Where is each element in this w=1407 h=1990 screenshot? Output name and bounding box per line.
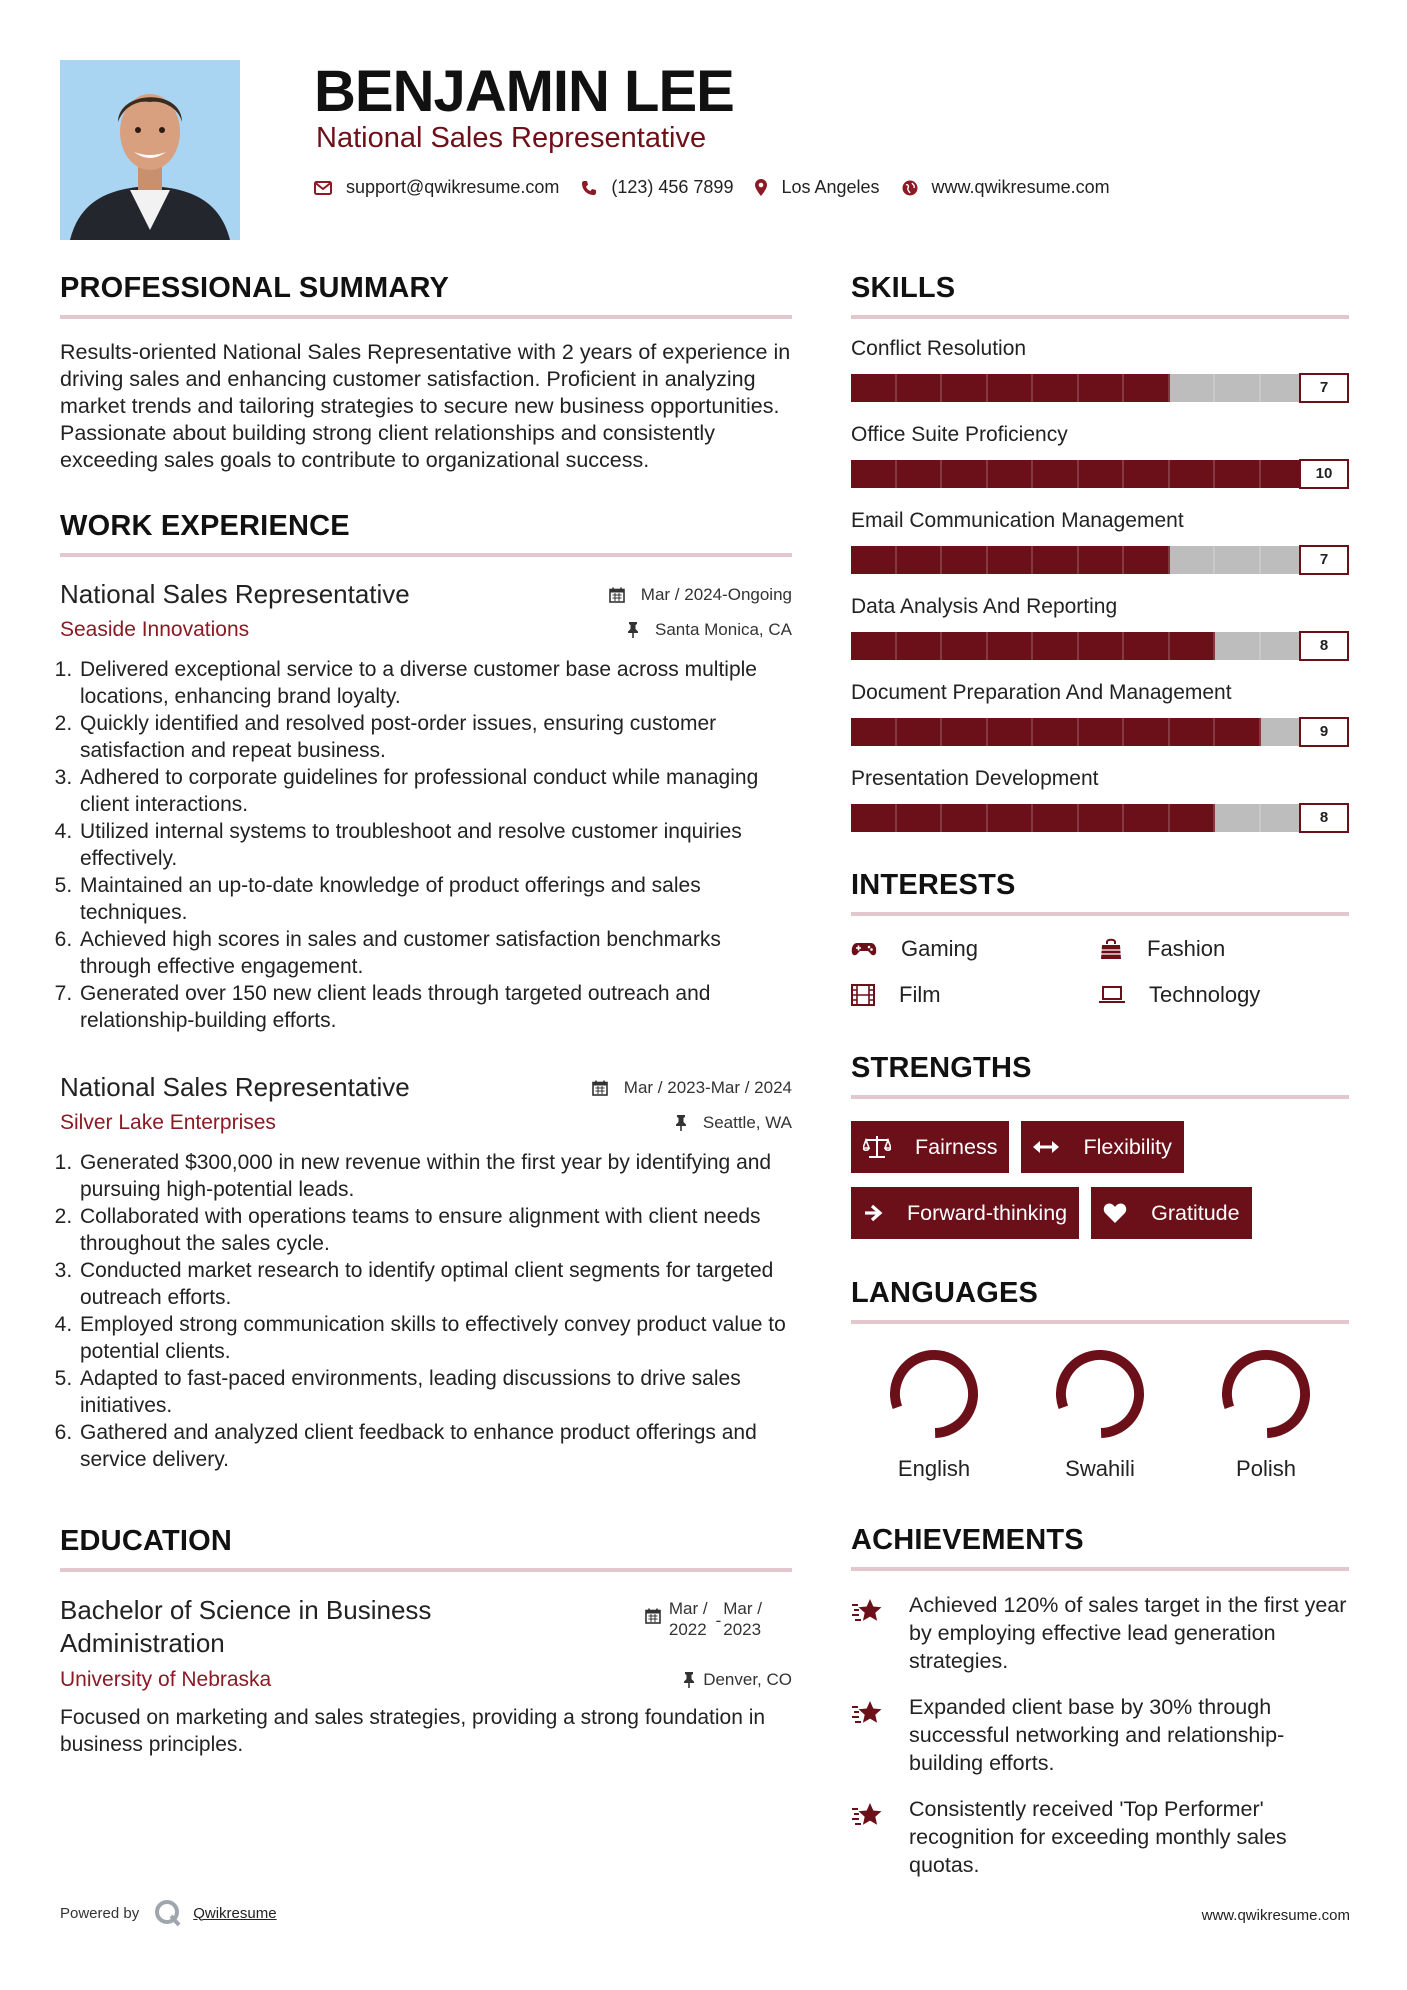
strength-list: [851, 1121, 1349, 1239]
job-title: National Sales Representative: [60, 579, 410, 609]
job-title: National Sales Representative: [60, 1072, 410, 1102]
job-dates: [592, 1078, 792, 1098]
location-text: Los Angeles: [781, 177, 880, 197]
education-sub: [60, 1668, 792, 1692]
powered-by-text: Powered by: [60, 1904, 140, 1922]
job-bullet: 2. Collaborated with operations teams to ensure alignment with client needs throughout the sales cycle.: [78, 1203, 792, 1257]
strength-chip: [1091, 1187, 1251, 1239]
film-icon: [851, 984, 887, 1006]
job-bullet: 2. Quickly identified and resolved post-order issues, ensuring customer satisfaction and repeat business.: [78, 710, 792, 764]
contact-phone[interactable]: [581, 177, 733, 198]
education-dates: [645, 1598, 762, 1660]
map-pin-icon: [755, 179, 767, 196]
skill-segment: [1124, 804, 1170, 832]
achievement-item: [851, 1795, 1349, 1879]
skill-segment: [1215, 632, 1261, 660]
contact-location: [755, 177, 879, 198]
skill-segment: [851, 460, 897, 488]
skill-segment: [1033, 718, 1079, 746]
shopping-bag-icon: [1099, 937, 1135, 961]
skill-segment: [942, 632, 988, 660]
language-item: [1183, 1346, 1349, 1482]
skill-segment: [1079, 718, 1125, 746]
skill-segment: [897, 546, 943, 574]
arrows-horizontal-icon: [1033, 1140, 1071, 1154]
skill-segment: [988, 804, 1034, 832]
job-bullet: 5. Adapted to fast-paced environments, leading discussions to drive sales initiatives.: [78, 1365, 792, 1419]
skill-segment: [942, 718, 988, 746]
envelope-icon: [314, 181, 332, 195]
skill-segment: [1170, 460, 1216, 488]
language-level-ring: [1052, 1346, 1148, 1442]
calendar-icon: [645, 1608, 661, 1624]
skill-segments: [851, 632, 1306, 660]
interest-label: Technology: [1149, 982, 1261, 1007]
skill-segment: [988, 460, 1034, 488]
job-entry: [60, 579, 792, 1034]
job-location-text: Seattle, WA: [702, 1113, 792, 1132]
language-name: Swahili: [1065, 1456, 1135, 1481]
skill-segment: [942, 546, 988, 574]
skill-segment: [1215, 546, 1261, 574]
job-location-text: Santa Monica, CA: [654, 620, 792, 639]
job-bullet: 5. Maintained an up-to-date knowledge of product offerings and sales techniques.: [78, 872, 792, 926]
candidate-name: BENJAMIN LEE: [314, 59, 734, 124]
profile-photo: [60, 60, 240, 240]
job-list: [60, 579, 792, 1473]
interest-label: Film: [899, 982, 941, 1007]
achievement-list: [851, 1591, 1349, 1879]
job-dates-text: Mar / 2024-Ongoing: [640, 585, 792, 604]
achievement-item: [851, 1693, 1349, 1777]
job-bullets: [60, 656, 792, 1034]
date-dash: -: [715, 1611, 722, 1630]
skill-segments: [851, 460, 1306, 488]
start-month: Mar /: [668, 1599, 708, 1618]
skill-segment: [897, 804, 943, 832]
strengths-heading: STRENGTHS: [851, 1052, 1349, 1099]
star-achievement-icon: [851, 1594, 897, 1625]
footer-website[interactable]: www.qwikresume.com: [1201, 1907, 1350, 1924]
skill-level-badge: 7: [1299, 373, 1349, 403]
left-column: [60, 272, 792, 1758]
skill-bar: [851, 373, 1349, 403]
heart-icon: [1103, 1202, 1139, 1224]
achievement-item: [851, 1591, 1349, 1675]
skill-bar: [851, 545, 1349, 575]
skill-segment: [897, 632, 943, 660]
skill-segment: [1079, 374, 1125, 402]
interest-item: [851, 982, 1099, 1008]
language-list: [851, 1346, 1349, 1482]
skill-segment: [988, 374, 1034, 402]
interest-list: [851, 936, 1349, 1008]
laptop-icon: [1099, 986, 1137, 1004]
skill-segment: [1215, 718, 1261, 746]
language-item: [1017, 1346, 1183, 1482]
achievements-heading: ACHIEVEMENTS: [851, 1524, 1349, 1571]
skill-segment: [851, 718, 897, 746]
language-name: English: [897, 1456, 971, 1481]
achievement-text: Achieved 120% of sales target in the first year by employing effective lead generation strategies.: [909, 1593, 1347, 1673]
pushpin-icon: [683, 1672, 695, 1688]
language-name: Polish: [1236, 1456, 1296, 1481]
skill-segment: [1170, 804, 1216, 832]
education-description: Focused on marketing and sales strategies, providing a strong foundation in business principles.: [60, 1706, 766, 1756]
education-entry: [60, 1594, 792, 1660]
interest-item: [1099, 982, 1347, 1008]
skill-segment: [988, 632, 1034, 660]
language-level-ring: [886, 1346, 982, 1442]
skill-list: [851, 337, 1349, 833]
skill-segment: [1215, 374, 1261, 402]
achievement-text: Consistently received 'Top Performer' recognition for exceeding monthly sales quotas.: [909, 1797, 1287, 1877]
interest-label: Gaming: [901, 936, 979, 961]
skill-segment: [942, 460, 988, 488]
skill-segment: [1079, 804, 1125, 832]
skill-segments: [851, 804, 1306, 832]
job-header: [60, 579, 792, 610]
skill-segment: [988, 546, 1034, 574]
skill-segment: [1033, 460, 1079, 488]
skill-segment: [1124, 546, 1170, 574]
skill-segment: [988, 718, 1034, 746]
job-bullet: 1. Delivered exceptional service to a diverse customer base across multiple locations, enhancing brand loyalty.: [78, 656, 792, 710]
job-bullet: 4. Employed strong communication skills to effectively convey product value to potential clients.: [78, 1311, 792, 1365]
company-name: Silver Lake Enterprises: [60, 1111, 276, 1134]
skill-segment: [1170, 718, 1216, 746]
globe-icon: [902, 180, 918, 196]
strength-label: Gratitude: [1151, 1200, 1240, 1225]
skill-level-badge: 9: [1299, 717, 1349, 747]
skill-segment: [1170, 546, 1216, 574]
skill-name: Document Preparation And Management: [851, 681, 1232, 704]
skill-segment: [897, 718, 943, 746]
phone-text: (123) 456 7899: [611, 177, 734, 197]
strength-chip: [851, 1121, 1009, 1173]
skill-segment: [1170, 632, 1216, 660]
degree-title: Bachelor of Science in Business Administration: [60, 1595, 432, 1658]
start-year: 2022: [668, 1620, 707, 1639]
skill-segment: [1079, 632, 1125, 660]
brand-link[interactable]: Qwikresume: [193, 1904, 277, 1922]
phone-icon: [581, 180, 597, 196]
interest-item: [1099, 936, 1347, 962]
strength-label: Forward-thinking: [907, 1200, 1068, 1225]
skill-name: Presentation Development: [851, 767, 1099, 790]
job-bullet: 6. Achieved high scores in sales and customer satisfaction benchmarks through effective engagement.: [78, 926, 792, 980]
skill-segments: [851, 546, 1306, 574]
language-level-ring: [1218, 1346, 1314, 1442]
job-sub: [60, 1111, 792, 1135]
job-bullet: 4. Utilized internal systems to troubleshoot and resolve customer inquiries effectively.: [78, 818, 792, 872]
website-text: www.qwikresume.com: [931, 177, 1110, 197]
contact-bar: [314, 177, 1132, 198]
skill-bar: [851, 803, 1349, 833]
calendar-icon: [592, 1080, 616, 1096]
arrow-right-icon: [863, 1203, 895, 1223]
company-name: Seaside Innovations: [60, 618, 250, 641]
skill-segment: [942, 804, 988, 832]
skill-name: Conflict Resolution: [851, 337, 1027, 360]
education-heading: EDUCATION: [60, 1525, 792, 1572]
scale-icon: [863, 1135, 903, 1159]
skill-segment: [1033, 374, 1079, 402]
skill-level-badge: 8: [1299, 803, 1349, 833]
job-dates: [609, 585, 792, 605]
qwikresume-logo-icon: [153, 1898, 183, 1928]
achievement-text: Expanded client base by 30% through successful networking and relationship-building efforts.: [909, 1695, 1285, 1775]
skill-segment: [1079, 460, 1125, 488]
skill-segment: [897, 374, 943, 402]
skill-segment: [1215, 804, 1261, 832]
job-dates-text: Mar / 2023-Mar / 2024: [623, 1078, 792, 1097]
skill-segment: [1124, 460, 1170, 488]
candidate-title: National Sales Representative: [316, 122, 707, 154]
skill-segment: [897, 460, 943, 488]
job-bullet: 7. Generated over 150 new client leads through targeted outreach and relationship-building efforts.: [78, 980, 792, 1034]
experience-heading: WORK EXPERIENCE: [60, 510, 792, 557]
calendar-icon: [609, 587, 633, 603]
skill-segment: [851, 804, 897, 832]
end-year: 2023: [723, 1620, 762, 1639]
end-month: Mar /: [723, 1599, 762, 1618]
skill-segment: [1079, 546, 1125, 574]
job-entry: [60, 1072, 792, 1473]
education-location-text: Denver, CO: [703, 1670, 792, 1689]
pushpin-icon: [627, 622, 647, 638]
contact-website[interactable]: [902, 177, 1110, 198]
skills-heading: SKILLS: [851, 272, 1349, 319]
footer-powered: [60, 1898, 277, 1928]
summary-heading: PROFESSIONAL SUMMARY: [60, 272, 792, 319]
skill-segment: [1215, 460, 1261, 488]
language-item: [851, 1346, 1017, 1482]
skill-segment: [1124, 374, 1170, 402]
skill-segments: [851, 374, 1306, 402]
skill-segment: [1124, 718, 1170, 746]
job-bullet: 3. Conducted market research to identify optimal client segments for targeted outreach efforts.: [78, 1257, 792, 1311]
skill-name: Office Suite Proficiency: [851, 423, 1068, 446]
skill-segment: [851, 546, 897, 574]
job-location: [627, 620, 792, 640]
school-name: University of Nebraska: [60, 1668, 272, 1691]
strength-chip: [851, 1187, 1079, 1239]
star-achievement-icon: [851, 1696, 897, 1727]
job-bullets: [60, 1149, 792, 1473]
job-bullet: 6. Gathered and analyzed client feedback to enhance product offerings and service delivery.: [78, 1419, 792, 1473]
skill-level-badge: 10: [1299, 459, 1349, 489]
summary-text: Results-oriented National Sales Representative with 2 years of experience in driving sales and enhancing customer satisfaction. Proficient in analyzing market trends and tailoring strategies to secure new business opportunities. Passionate about building strong client relationships and consistently exceeding sales goals to contribute to organizational success.: [60, 340, 791, 472]
skill-bar: [851, 459, 1349, 489]
star-achievement-icon: [851, 1798, 897, 1829]
pushpin-icon: [675, 1115, 695, 1131]
skill-name: Data Analysis And Reporting: [851, 595, 1118, 618]
skill-segments: [851, 718, 1306, 746]
skill-segment: [1033, 546, 1079, 574]
right-column: [851, 272, 1349, 1879]
skill-segment: [1033, 804, 1079, 832]
strength-label: Fairness: [915, 1134, 998, 1159]
education-location: [683, 1670, 792, 1690]
strength-chip: [1021, 1121, 1183, 1173]
skill-bar: [851, 631, 1349, 661]
email-text: support@qwikresume.com: [346, 177, 560, 197]
skill-segment: [1124, 632, 1170, 660]
skill-bar: [851, 717, 1349, 747]
skill-level-badge: 8: [1299, 631, 1349, 661]
skill-level-badge: 7: [1299, 545, 1349, 575]
gamepad-icon: [851, 940, 889, 958]
skill-segment: [1170, 374, 1216, 402]
job-location: [675, 1113, 792, 1133]
interest-label: Fashion: [1147, 936, 1226, 961]
job-header: [60, 1072, 792, 1103]
languages-heading: LANGUAGES: [851, 1277, 1349, 1324]
job-bullet: 1. Generated $300,000 in new revenue within the first year by identifying and pursuing high-potential leads.: [78, 1149, 792, 1203]
skill-segment: [942, 374, 988, 402]
contact-email[interactable]: [314, 177, 559, 198]
skill-segment: [851, 374, 897, 402]
skill-segment: [851, 632, 897, 660]
skill-name: Email Communication Management: [851, 509, 1184, 532]
interest-item: [851, 936, 1099, 962]
skill-segment: [1033, 632, 1079, 660]
job-sub: [60, 618, 792, 642]
strength-label: Flexibility: [1083, 1134, 1172, 1159]
job-bullet: 3. Adhered to corporate guidelines for professional conduct while managing client interactions.: [78, 764, 792, 818]
interests-heading: INTERESTS: [851, 869, 1349, 916]
